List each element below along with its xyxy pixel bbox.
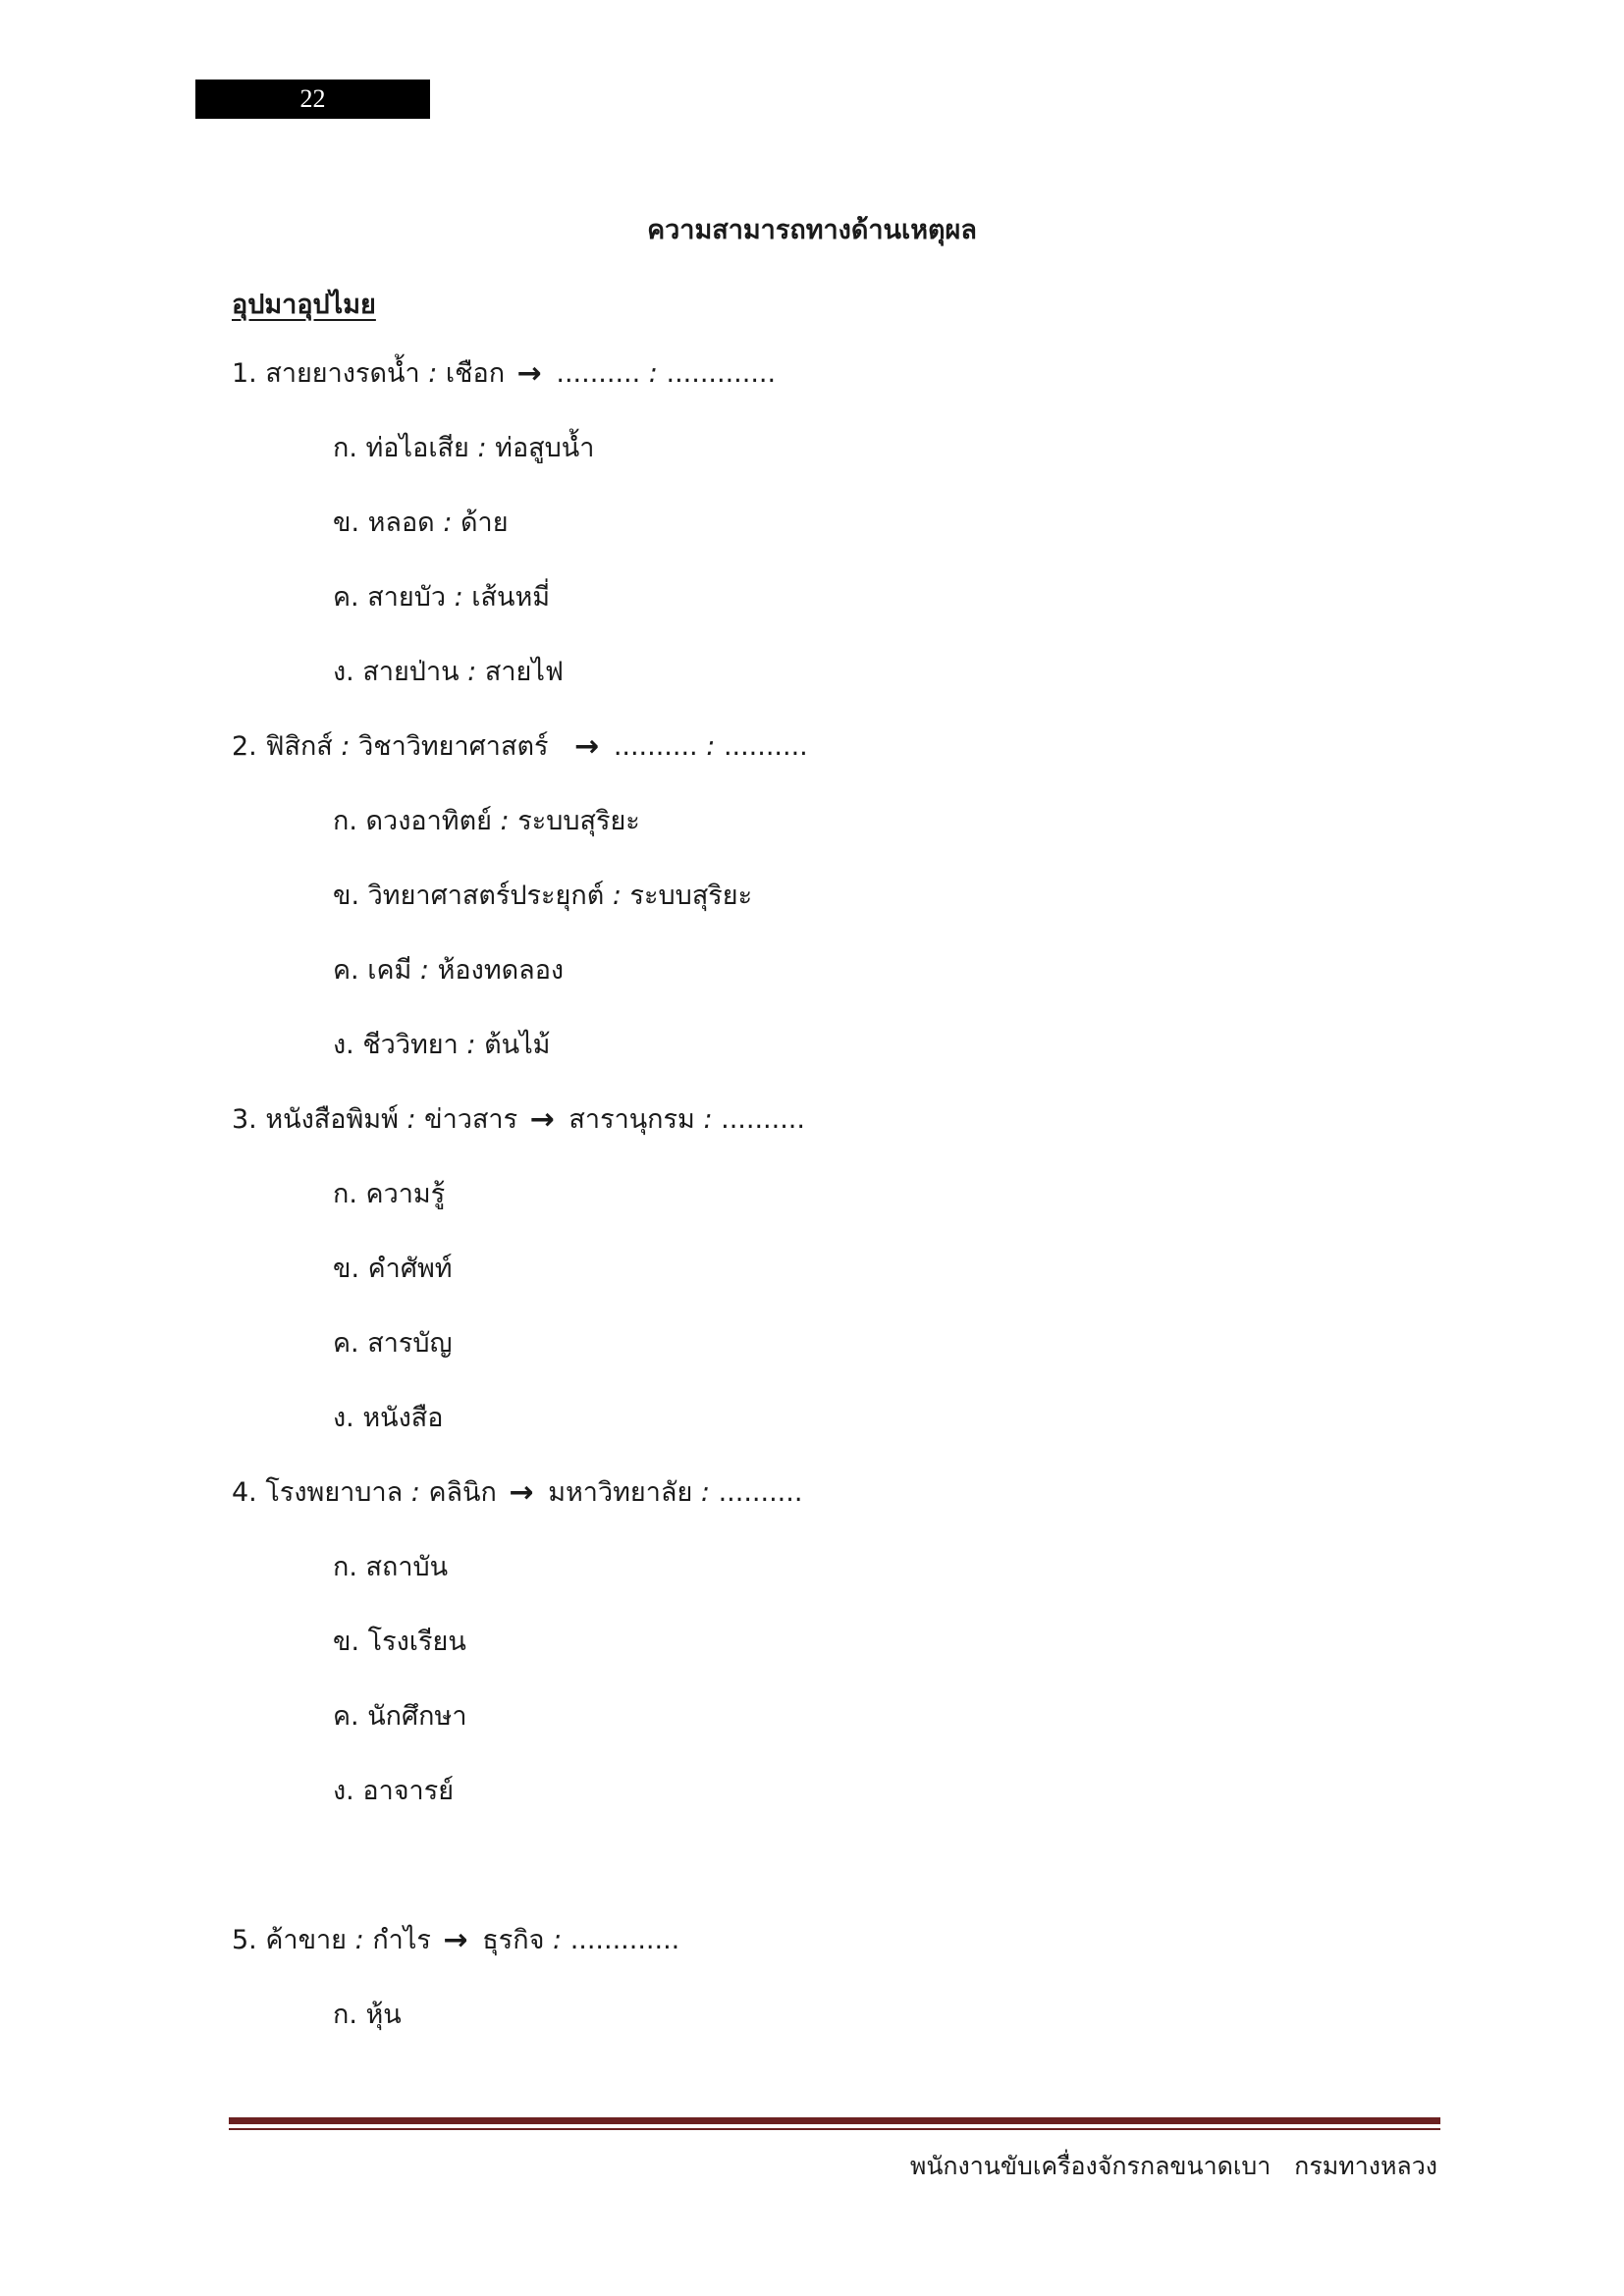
question-2-option-d (333, 1028, 550, 1063)
question-4-term-b: คลินิก (428, 1477, 497, 1508)
question-1-option-d (333, 655, 564, 690)
question-1-option-b (333, 506, 509, 541)
question-3 (232, 1102, 805, 1138)
colon: : (467, 657, 477, 687)
question-1-term-b: เชือก (445, 358, 506, 389)
colon: : (500, 806, 510, 836)
option-left: ค. เคมี (333, 955, 412, 986)
colon: : (552, 1925, 563, 1955)
colon: : (612, 881, 622, 911)
arrow-right-icon: → (443, 1923, 468, 1957)
colon: : (443, 507, 453, 538)
option-left: ง. สายป่าน (333, 657, 460, 687)
colon: : (477, 433, 487, 463)
option-left: ค. สายบัว (333, 582, 446, 613)
question-4-term-d: .......... (718, 1477, 803, 1508)
question-1-term-c: .......... (556, 358, 641, 389)
option-left: ก. ท่อไอเสีย (333, 433, 469, 463)
question-3-term-c: สารานุกรม (568, 1104, 695, 1135)
question-4-option-c: ค. นักศึกษา (333, 1701, 467, 1732)
question-4 (232, 1475, 802, 1511)
question-3-option-b: ข. คำศัพท์ (333, 1254, 453, 1284)
option-right: ด้าย (460, 507, 509, 538)
colon: : (341, 731, 351, 762)
colon: : (410, 1477, 420, 1508)
question-2-option-c (333, 953, 564, 988)
colon: : (406, 1104, 416, 1135)
arrow-right-icon: → (574, 729, 600, 764)
question-1-term-d: ............. (666, 358, 777, 389)
question-4-term-a: 4. โรงพยาบาล (232, 1477, 404, 1508)
colon: : (703, 1104, 713, 1135)
colon: : (419, 955, 430, 986)
question-5-option-a: ก. หุ้น (333, 2000, 402, 2030)
question-2-term-c: .......... (613, 731, 698, 762)
option-right: ต้นไม้ (484, 1030, 551, 1060)
question-1 (232, 356, 776, 392)
section-heading: อุปมาอุปไมย (232, 290, 376, 320)
question-3-option-c: ค. สารบัญ (333, 1328, 453, 1359)
option-right: ระบบสุริยะ (517, 806, 640, 836)
option-right: ระบบสุริยะ (629, 881, 753, 911)
colon: : (706, 731, 716, 762)
colon: : (700, 1477, 710, 1508)
question-4-option-d: ง. อาจารย์ (333, 1776, 455, 1806)
question-2-term-b: วิชาวิทยาศาสตร์ (358, 731, 549, 762)
question-4-term-c: มหาวิทยาลัย (548, 1477, 693, 1508)
question-5-term-d: ............. (569, 1925, 680, 1955)
colon: : (428, 358, 438, 389)
option-left: ข. วิทยาศาสตร์ประยุกต์ (333, 881, 605, 911)
colon: : (354, 1925, 364, 1955)
option-left: ก. ดวงอาทิตย์ (333, 806, 492, 836)
question-1-option-a (333, 431, 594, 466)
arrow-right-icon: → (516, 356, 542, 391)
question-5 (232, 1923, 679, 1958)
question-2-option-a (333, 804, 640, 839)
question-3-option-d: ง. หนังสือ (333, 1403, 444, 1433)
page-title: ความสามารถทางด้านเหตุผล (647, 215, 977, 245)
colon: : (454, 582, 463, 613)
question-4-option-a: ก. สถาบัน (333, 1552, 449, 1582)
question-3-term-b: ข่าวสาร (424, 1104, 518, 1135)
question-3-option-a: ก. ความรู้ (333, 1179, 446, 1209)
question-5-term-c: ธุรกิจ (482, 1925, 545, 1955)
question-3-term-d: .......... (721, 1104, 805, 1135)
colon: : (466, 1030, 476, 1060)
option-left: ง. ชีววิทยา (333, 1030, 459, 1060)
question-2-term-d: .......... (723, 731, 808, 762)
question-4-option-b: ข. โรงเรียน (333, 1627, 466, 1657)
option-right: ท่อสูบน้ำ (495, 433, 595, 463)
question-2-term-a: 2. ฟิสิกส์ (232, 731, 333, 762)
option-left: ข. หลอด (333, 507, 435, 538)
arrow-right-icon: → (529, 1102, 555, 1137)
question-1-option-c (333, 580, 550, 615)
option-right: สายไฟ (484, 657, 565, 687)
page-number: 22 (195, 80, 430, 119)
question-5-term-b: กำไร (372, 1925, 431, 1955)
question-2-option-b (333, 879, 752, 914)
footer-divider-thin (229, 2128, 1440, 2130)
colon: : (648, 358, 658, 389)
question-1-term-a: 1. สายยางรดน้ำ (232, 358, 420, 389)
footer-text: พนักงานขับเครื่องจักรกลขนาดเบา กรมทางหลวง (909, 2152, 1437, 2180)
option-right: ห้องทดลอง (437, 955, 565, 986)
question-2 (232, 729, 808, 765)
option-right: เส้นหมี่ (471, 582, 551, 613)
arrow-right-icon: → (509, 1475, 534, 1510)
question-3-term-a: 3. หนังสือพิมพ์ (232, 1104, 399, 1135)
question-5-term-a: 5. ค้าขาย (232, 1925, 348, 1955)
footer-divider-thick (229, 2117, 1440, 2124)
